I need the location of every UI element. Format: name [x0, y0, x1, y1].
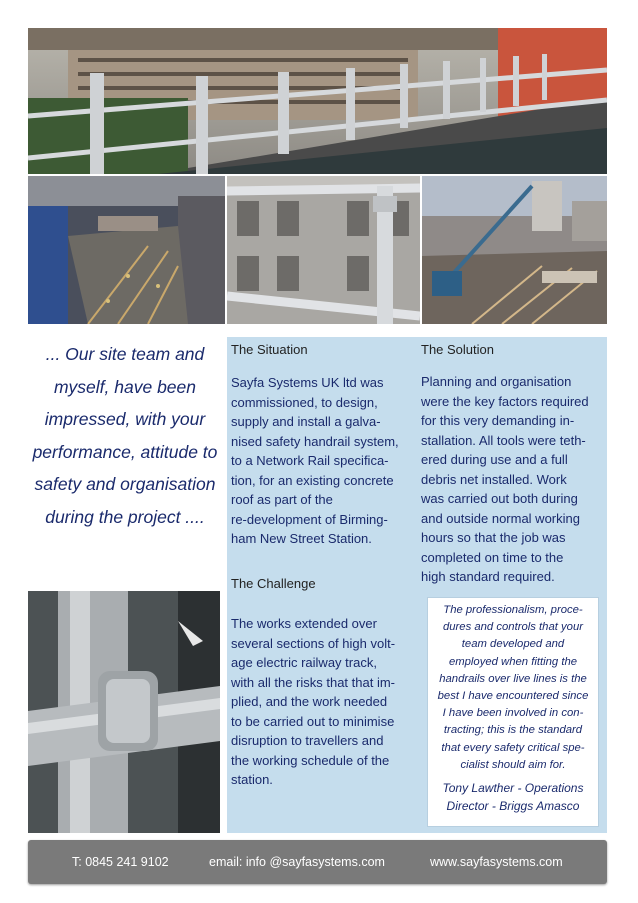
challenge-text: The works extended over several sections of high volt- age electric railway track, with all the risks that that im- plied, and the work needed to be carried out to minimise disruption to travellers and the working schedule of the station.: [231, 616, 396, 787]
solution-heading: The Solution: [421, 342, 494, 357]
solution-text: Planning and organisation were the key factors required for this very demanding in- stallation. All tools were teth- ered during use and a full debris net installed. Work was carried out both during and outside normal working hours so that the job was completed on time to the high standard required.: [421, 374, 589, 584]
footer-website-link[interactable]: www.sayfasystems.com: [430, 855, 563, 869]
building-handrail-photo: [227, 176, 420, 324]
handrail-clamp-photo: [28, 591, 220, 833]
hero-photo-handrail-roof: [28, 28, 607, 174]
challenge-heading: The Challenge: [231, 576, 316, 591]
client-quote-left: [28, 338, 222, 533]
testimonial-author: Tony Lawther - Operations Director - Briggs Amasco: [442, 781, 584, 814]
client-quote-text: ... Our site team and myself, have been impressed, with your performance, attitude to safety and organisation during the project ....: [32, 344, 218, 527]
footer-email-link[interactable]: email: info @sayfasystems.com: [209, 855, 385, 869]
testimonial-quote: The professionalism, proce- dures and controls that your team developed and employed when fitting the handrails over live lines is the best I have encountered since I have been involved in con- tracting; this is the standard that every safety critical spe- cialist should aim for.: [437, 604, 589, 771]
situation-text: Sayfa Systems UK ltd was commissioned, to design, supply and install a galva- nised safety handrail system, to a Network Rail specifica- tion, for an existing concrete roof as part of the re-development of Birming- ham New Street Station.: [231, 375, 399, 546]
testimonial-box: [427, 597, 599, 827]
footer-phone: T: 0845 241 9102: [72, 855, 169, 869]
construction-site-photo: [28, 176, 225, 324]
contact-footer: [28, 840, 607, 884]
situation-heading: The Situation: [231, 342, 308, 357]
crane-station-photo: [422, 176, 607, 324]
